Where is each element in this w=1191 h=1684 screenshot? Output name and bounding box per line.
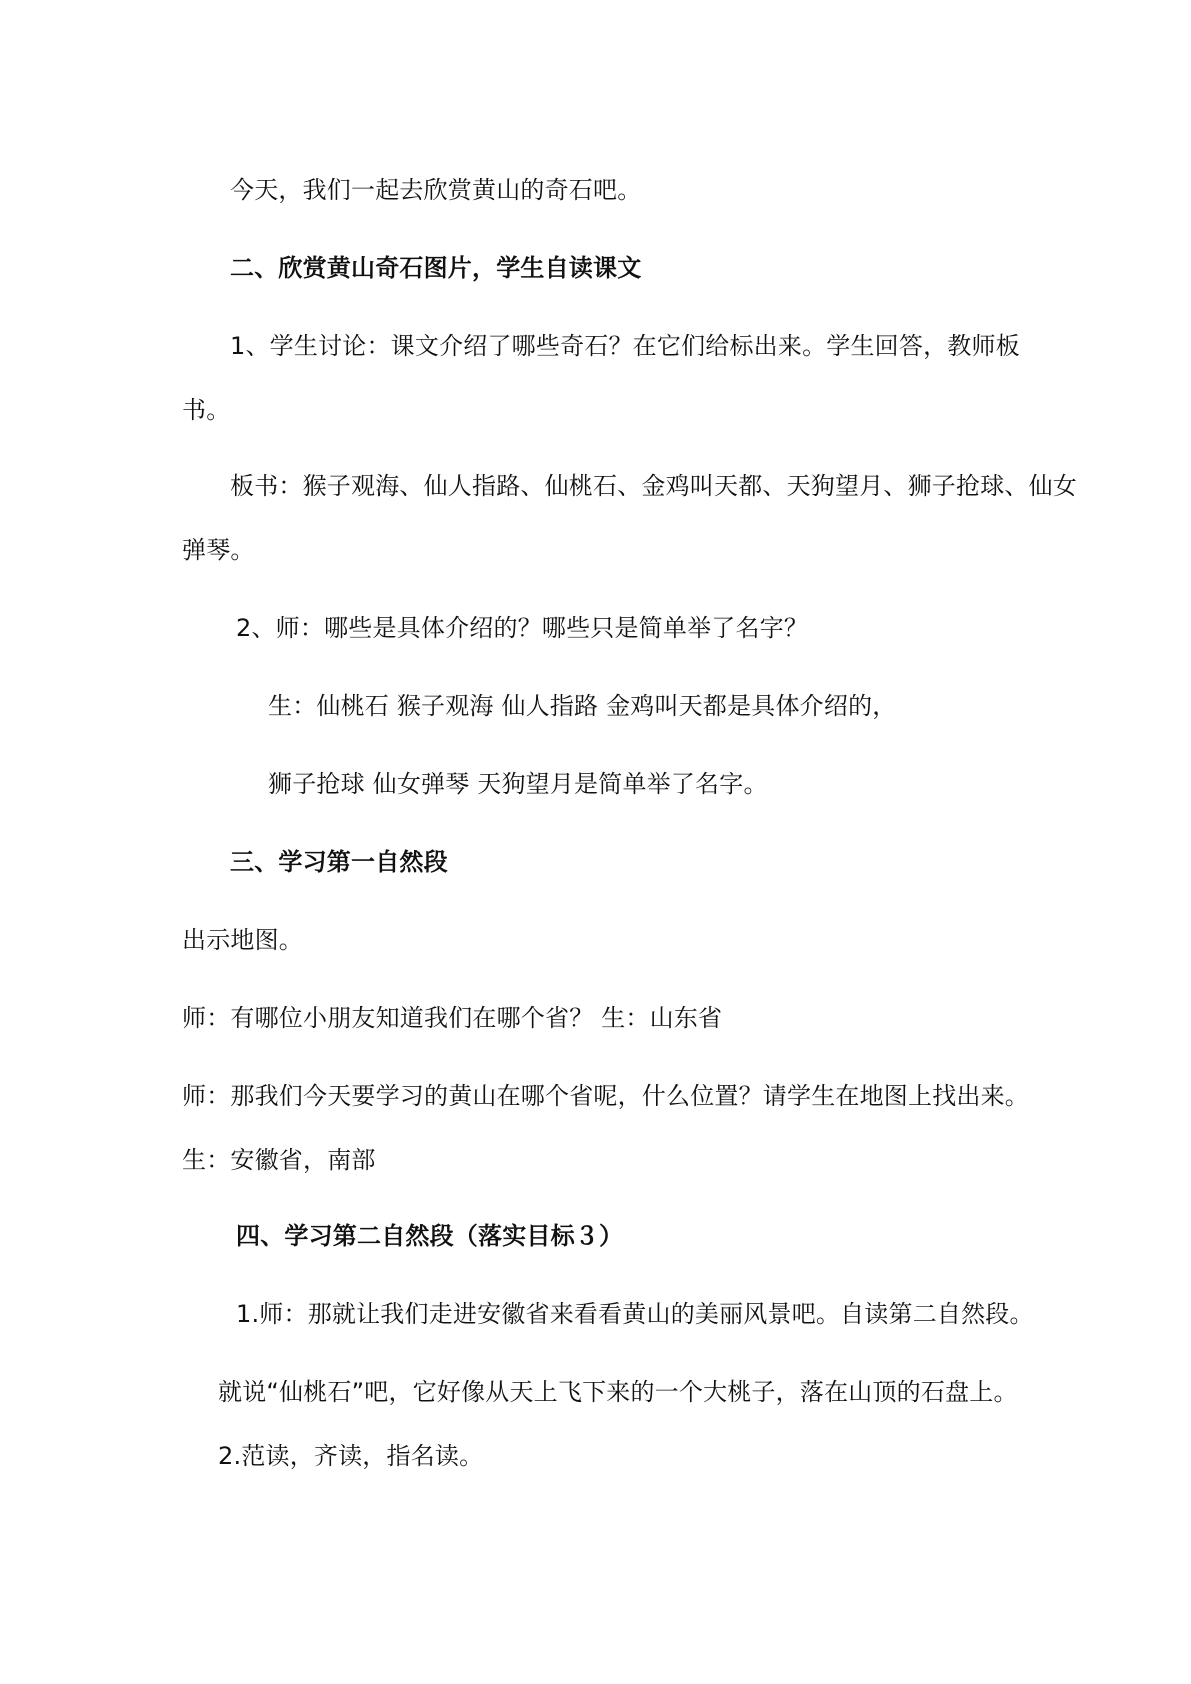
paragraph-peach-stone: 就说“仙桃石”吧，它好像从天上飞下来的一个大桃子，落在山顶的石盘上。 <box>218 1378 1018 1406</box>
paragraph-reading-methods: 2.范读，齐读，指名读。 <box>218 1442 484 1470</box>
paragraph-student-answer-1: 生：仙桃石 猴子观海 仙人指路 金鸡叫天都是具体介绍的， <box>268 692 897 720</box>
heading-section-4: 四、学习第二自然段（落实目标３） <box>236 1222 624 1250</box>
paragraph-huangshan-question: 师：那我们今天要学习的黄山在哪个省呢，什么位置？请学生在地图上找出来。 <box>182 1082 1029 1110</box>
paragraph-board-writing: 板书：猴子观海、仙人指路、仙桃石、金鸡叫天都、天狗望月、狮子抢球、仙女 <box>230 472 1077 500</box>
paragraph-board-writing-cont: 弹琴。 <box>182 536 255 564</box>
paragraph-teacher-question: 2、师：哪些是具体介绍的？哪些只是简单举了名字？ <box>236 614 809 642</box>
paragraph-intro: 今天，我们一起去欣赏黄山的奇石吧。 <box>230 176 642 204</box>
paragraph-discussion-cont: 书。 <box>182 396 231 424</box>
paragraph-show-map: 出示地图。 <box>182 926 303 954</box>
heading-section-2: 二、欣赏黄山奇石图片，学生自读课文 <box>230 254 642 282</box>
paragraph-student-answer-2: 狮子抢球 仙女弹琴 天狗望月是简单举了名字。 <box>268 770 768 798</box>
heading-section-3: 三、学习第一自然段 <box>230 848 448 876</box>
paragraph-discussion: 1、学生讨论：课文介绍了哪些奇石？在它们给标出来。学生回答，教师板 <box>230 332 1020 360</box>
paragraph-read-second: 1.师：那就让我们走进安徽省来看看黄山的美丽风景吧。自读第二自然段。 <box>236 1300 1034 1328</box>
paragraph-student-anhui: 生：安徽省，南部 <box>182 1146 376 1174</box>
paragraph-province-question: 师：有哪位小朋友知道我们在哪个省？ 生：山东省 <box>182 1004 723 1032</box>
